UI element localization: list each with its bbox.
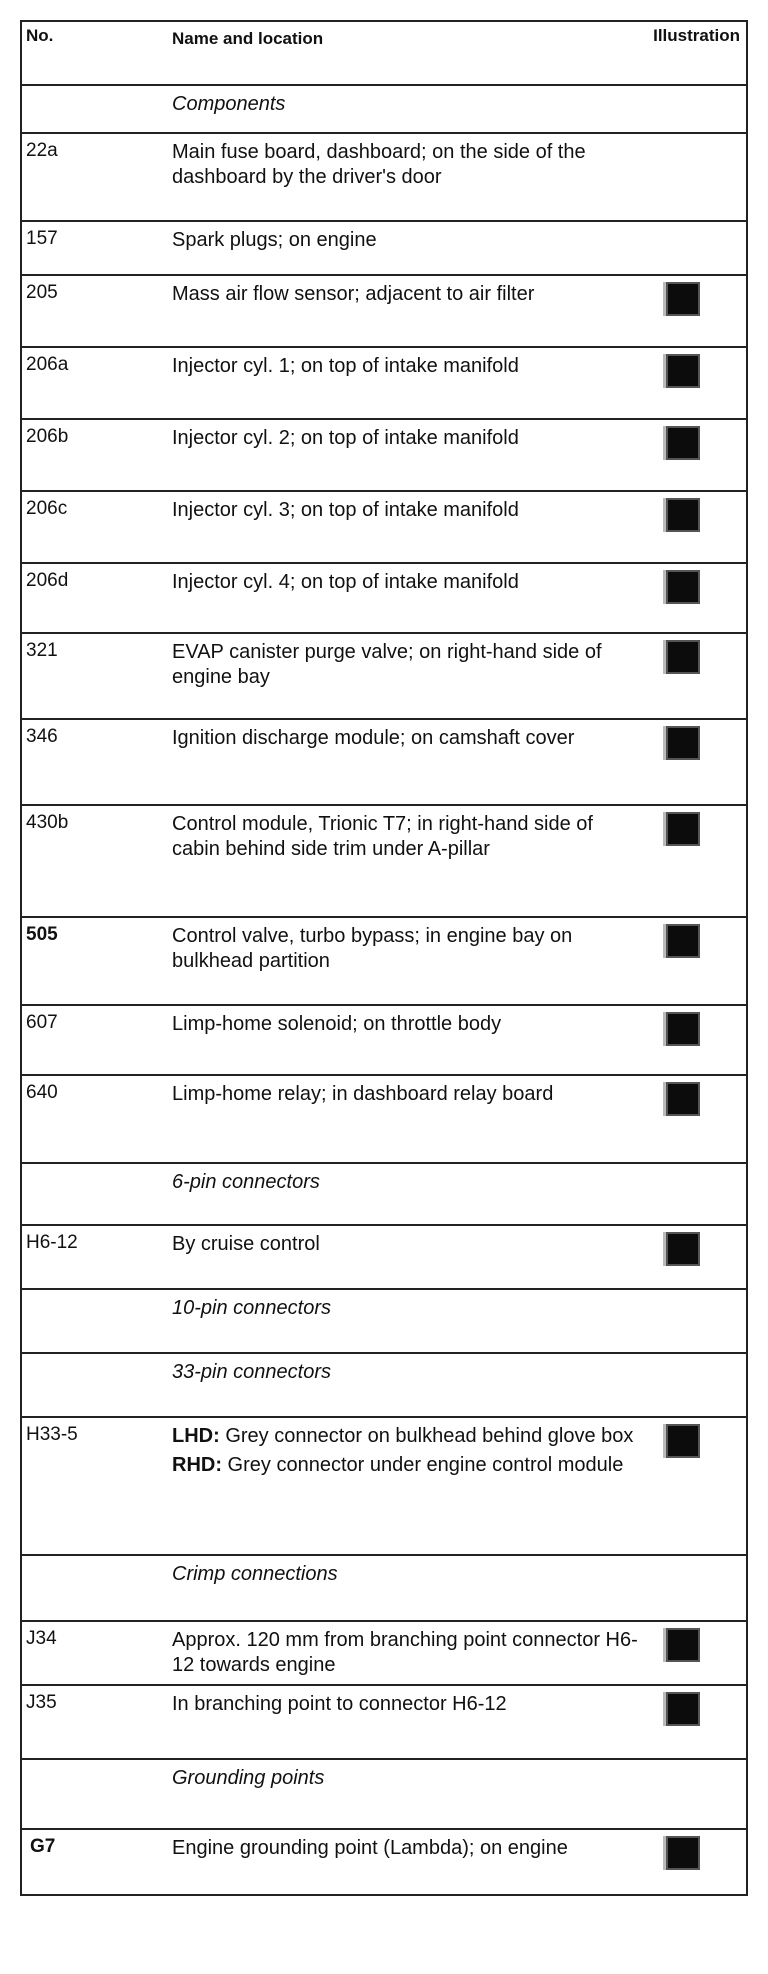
row-no: J34	[26, 1628, 57, 1649]
table-row	[22, 1416, 746, 1554]
row-no: J35	[26, 1692, 57, 1713]
row-name: Limp-home relay; in dashboard relay board	[172, 1083, 554, 1105]
illustration-thumbnail-icon[interactable]	[666, 354, 700, 388]
section-title: 6-pin connectors	[172, 1171, 320, 1193]
section-title: Grounding points	[172, 1767, 325, 1789]
table-row	[22, 274, 746, 346]
row-no: 157	[26, 228, 58, 249]
illustration-thumbnail-icon[interactable]	[666, 426, 700, 460]
row-name: EVAP canister purge valve; on right-hand side of engine bay	[172, 641, 602, 688]
table-row	[22, 418, 746, 490]
illustration-thumbnail-icon[interactable]	[666, 1692, 700, 1726]
section-title: 10-pin connectors	[172, 1297, 331, 1319]
table-row	[22, 632, 746, 718]
row-name: Mass air flow sensor; adjacent to air filter	[172, 283, 535, 305]
row-name: Engine grounding point (Lambda); on engine	[172, 1837, 568, 1859]
illustration-thumbnail-icon[interactable]	[666, 1232, 700, 1266]
component-table	[20, 20, 748, 1896]
row-no: H33-5	[26, 1424, 78, 1445]
row-no: 22a	[26, 140, 58, 161]
row-no: 206c	[26, 498, 68, 519]
section-title: 33-pin connectors	[172, 1361, 331, 1383]
row-name: By cruise control	[172, 1233, 320, 1255]
illustration-thumbnail-icon[interactable]	[666, 924, 700, 958]
row-no: 321	[26, 640, 58, 661]
lhd-label: LHD:	[172, 1425, 220, 1447]
table-row	[22, 1074, 746, 1162]
illustration-thumbnail-icon[interactable]	[666, 282, 700, 316]
table-row	[22, 1620, 746, 1684]
row-name: Control module, Trionic T7; in right-hand side of cabin behind side trim under A-pillar	[172, 813, 593, 860]
lhd-description	[172, 1424, 642, 1449]
row-no: 206a	[26, 354, 69, 375]
table-row	[22, 718, 746, 804]
row-name: Main fuse board, dashboard; on the side of the dashboard by the driver's door	[172, 141, 586, 188]
table-row	[22, 1224, 746, 1288]
illustration-thumbnail-icon[interactable]	[666, 1012, 700, 1046]
row-name: Injector cyl. 3; on top of intake manifold	[172, 499, 519, 521]
illustration-thumbnail-icon[interactable]	[666, 1424, 700, 1458]
row-name: Limp-home solenoid; on throttle body	[172, 1013, 502, 1035]
illustration-thumbnail-icon[interactable]	[666, 640, 700, 674]
illustration-thumbnail-icon[interactable]	[666, 1628, 700, 1662]
row-no: G7	[30, 1836, 56, 1857]
table-body	[20, 20, 748, 1896]
rhd-description	[172, 1453, 642, 1478]
table-row	[22, 562, 746, 632]
table-row	[22, 1828, 746, 1894]
header-no: No.	[26, 26, 54, 45]
row-no: 505	[26, 924, 58, 945]
row-name: Approx. 120 mm from branching point connector H6-12 towards engine	[172, 1629, 638, 1676]
table-row	[22, 346, 746, 418]
table-row	[22, 916, 746, 1004]
table-row	[22, 220, 746, 274]
rhd-label: RHD:	[172, 1454, 222, 1476]
section-row	[22, 1758, 746, 1828]
row-name: Control valve, turbo bypass; in engine bay on bulkhead partition	[172, 925, 573, 972]
section-row	[22, 1162, 746, 1224]
illustration-thumbnail-icon[interactable]	[666, 498, 700, 532]
section-title: Components	[172, 93, 286, 115]
illustration-thumbnail-icon[interactable]	[666, 570, 700, 604]
lhd-text: Grey connector on bulkhead behind glove box	[219, 1425, 634, 1447]
illustration-thumbnail-icon[interactable]	[666, 1836, 700, 1870]
row-name: Ignition discharge module; on camshaft cover	[172, 727, 575, 749]
table-row	[22, 804, 746, 916]
row-no: 346	[26, 726, 58, 747]
table-row	[22, 490, 746, 562]
row-no: 430b	[26, 812, 69, 833]
row-name: Spark plugs; on engine	[172, 229, 377, 251]
row-name: Injector cyl. 2; on top of intake manifold	[172, 427, 519, 449]
illustration-thumbnail-icon[interactable]	[666, 812, 700, 846]
row-no: 607	[26, 1012, 58, 1033]
row-no: 640	[26, 1082, 58, 1103]
table-row	[22, 1684, 746, 1758]
row-name: In branching point to connector H6-12	[172, 1693, 507, 1715]
section-row	[22, 1554, 746, 1620]
row-name: Injector cyl. 1; on top of intake manifold	[172, 355, 519, 377]
row-no: 206d	[26, 570, 69, 591]
row-no: 206b	[26, 426, 69, 447]
table-header	[22, 20, 746, 84]
header-name: Name and location	[172, 29, 324, 48]
illustration-thumbnail-icon[interactable]	[666, 726, 700, 760]
illustration-thumbnail-icon[interactable]	[666, 1082, 700, 1116]
row-no: 205	[26, 282, 58, 303]
table-row	[22, 132, 746, 220]
section-row	[22, 1288, 746, 1352]
section-row	[22, 84, 746, 132]
rhd-text: Grey connector under engine control module	[222, 1454, 624, 1476]
section-title: Crimp connections	[172, 1563, 338, 1585]
header-illustration: Illustration	[653, 26, 740, 45]
row-no: H6-12	[26, 1232, 78, 1253]
table-row	[22, 1004, 746, 1074]
row-name: Injector cyl. 4; on top of intake manifold	[172, 571, 519, 593]
section-row	[22, 1352, 746, 1416]
